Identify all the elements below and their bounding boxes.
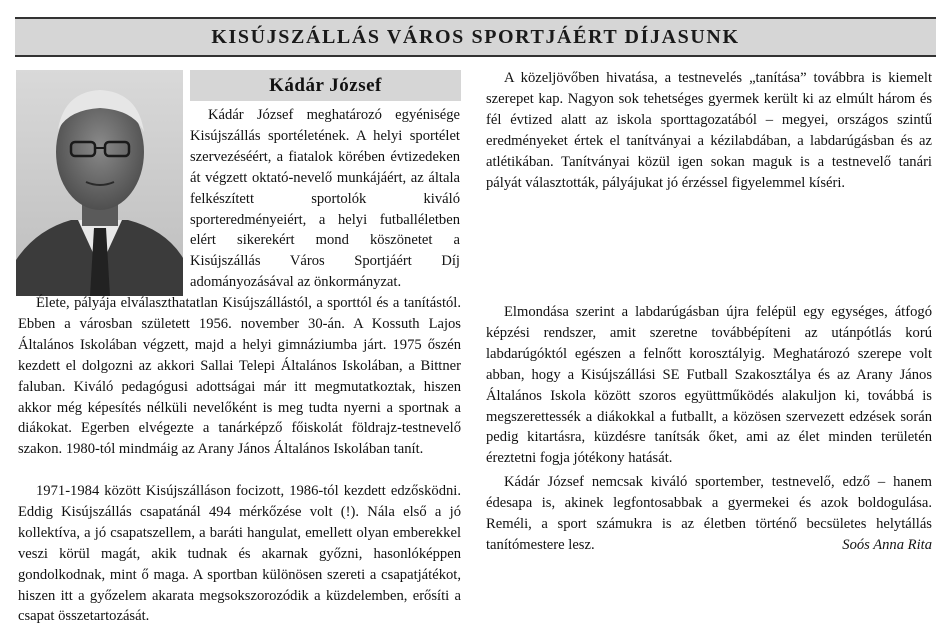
portrait-photo bbox=[16, 70, 183, 296]
author-signature: Soós Anna Rita bbox=[842, 536, 932, 553]
paragraph-training-system: Elmondása szerint a labdarúgásban újra felépül egy egységes, átfogó képzési rendszer, amit szeretne továbbépíteni az utánpótlás korú labdarúgóktól egészen a felnőtt korosztályig. Meghatározó szerepe volt abban, hogy a Kisújszállási SE Futball Szakosztálya és az Arany János Általános Iskola között szoros együttműködés alakuljon ki, továbbá is megszerettessék a diákokkal a futballt, a közösen szervezett edzések során pedig kitartásra, küzdésre tanítsák őket, ami az élet minden területén éreztetni fogja jótékony hatását. bbox=[486, 304, 932, 467]
paragraph-future: A közeljövőben hivatása, a testnevelés „tanítása” továbbra is kiemelt szerepet kap. Nagyon sok tehetséges gyermek került ki az elmúlt három és fél évtized alatt az iskola sporttagozatából – megyei, országos szintű eredményeket értek el tanítványai a kézilabdában, a labdarúgásban és az atlétikában. Tanítványai közül igen sokan maguk is a testnevelő tanári pályát választották, pályájukat jó érzéssel figyelemmel kíséri. bbox=[486, 70, 932, 191]
page-title: KISÚJSZÁLLÁS VÁROS SPORTJÁÉRT DÍJASUNK bbox=[211, 25, 740, 48]
paragraph-intro: Kádár József meghatározó egyénisége Kisújszállás sportéletének. A helyi sportélet szervezéséért, a fiatalok körében évtizedeken át végzett oktató-nevelő munkájáért, az általa felkészített sportolók kiváló sporteredményeiért, a helyi futballéletben elért sikerekért mond köszönetet a Kisújszállás Város Sportjáért Díj adományozásával az önkormányzat. bbox=[190, 107, 460, 291]
paragraph-family bbox=[486, 472, 932, 556]
paragraph-football: 1971-1984 között Kisújszálláson focizott, 1986-tól kezdett edzősködni. Eddig Kisújszállás csapatánál 494 mérkőzése volt (!). Nála első a jó kollektíva, a jó csapatszellem, a baráti hangulat, emellett olyan emberekkel veszi körül magát, akik tudnak és akarnak győzni, hasonlóképpen gondolkodnak, mint ő maga. A sportban különösen szereti a csapatjátékot, hiszen itt a győzelem akarata megsokszorozódik a küzdelemben, erősíti a csapat összetartozását. bbox=[18, 483, 461, 625]
paragraph-family-text: Kádár József nemcsak kiváló sportember, testnevelő, edző – hanem édesapa is, akinek legfontosabbak a gyermekei és azok boldogulása. Reméli, a sport számukra is az életben történő becsületes helytállás tanítómestere lesz. bbox=[486, 474, 932, 553]
person-name-box bbox=[190, 70, 461, 101]
person-name: Kádár József bbox=[269, 74, 382, 96]
article-header bbox=[15, 17, 936, 57]
paragraph-life: Élete, pályája elválaszthatatlan Kisújszállástól, a sporttól és a tanítástól. Ebben a városban született 1956. november 30-án. A Kossuth Lajos Általános Iskolában végzett, majd a helyi gimnáziumba járt. 1975 őszén kezdett el dolgozni az akkori Sallai Telepi Általános Iskolában, a Bittner faluban. Kiváló pedagógusi adottságai már itt megmutatkoztak, hiszen akkor még képesítés nélküli nevelőként is meg tudta nyerni a sportnak a diákokat. Egerben elvégezte a tanárképző főiskolát földrajz-testnevelő szakon. 1980-tól mindmáig az Arany János Általános Iskolában tanít. bbox=[18, 295, 461, 458]
